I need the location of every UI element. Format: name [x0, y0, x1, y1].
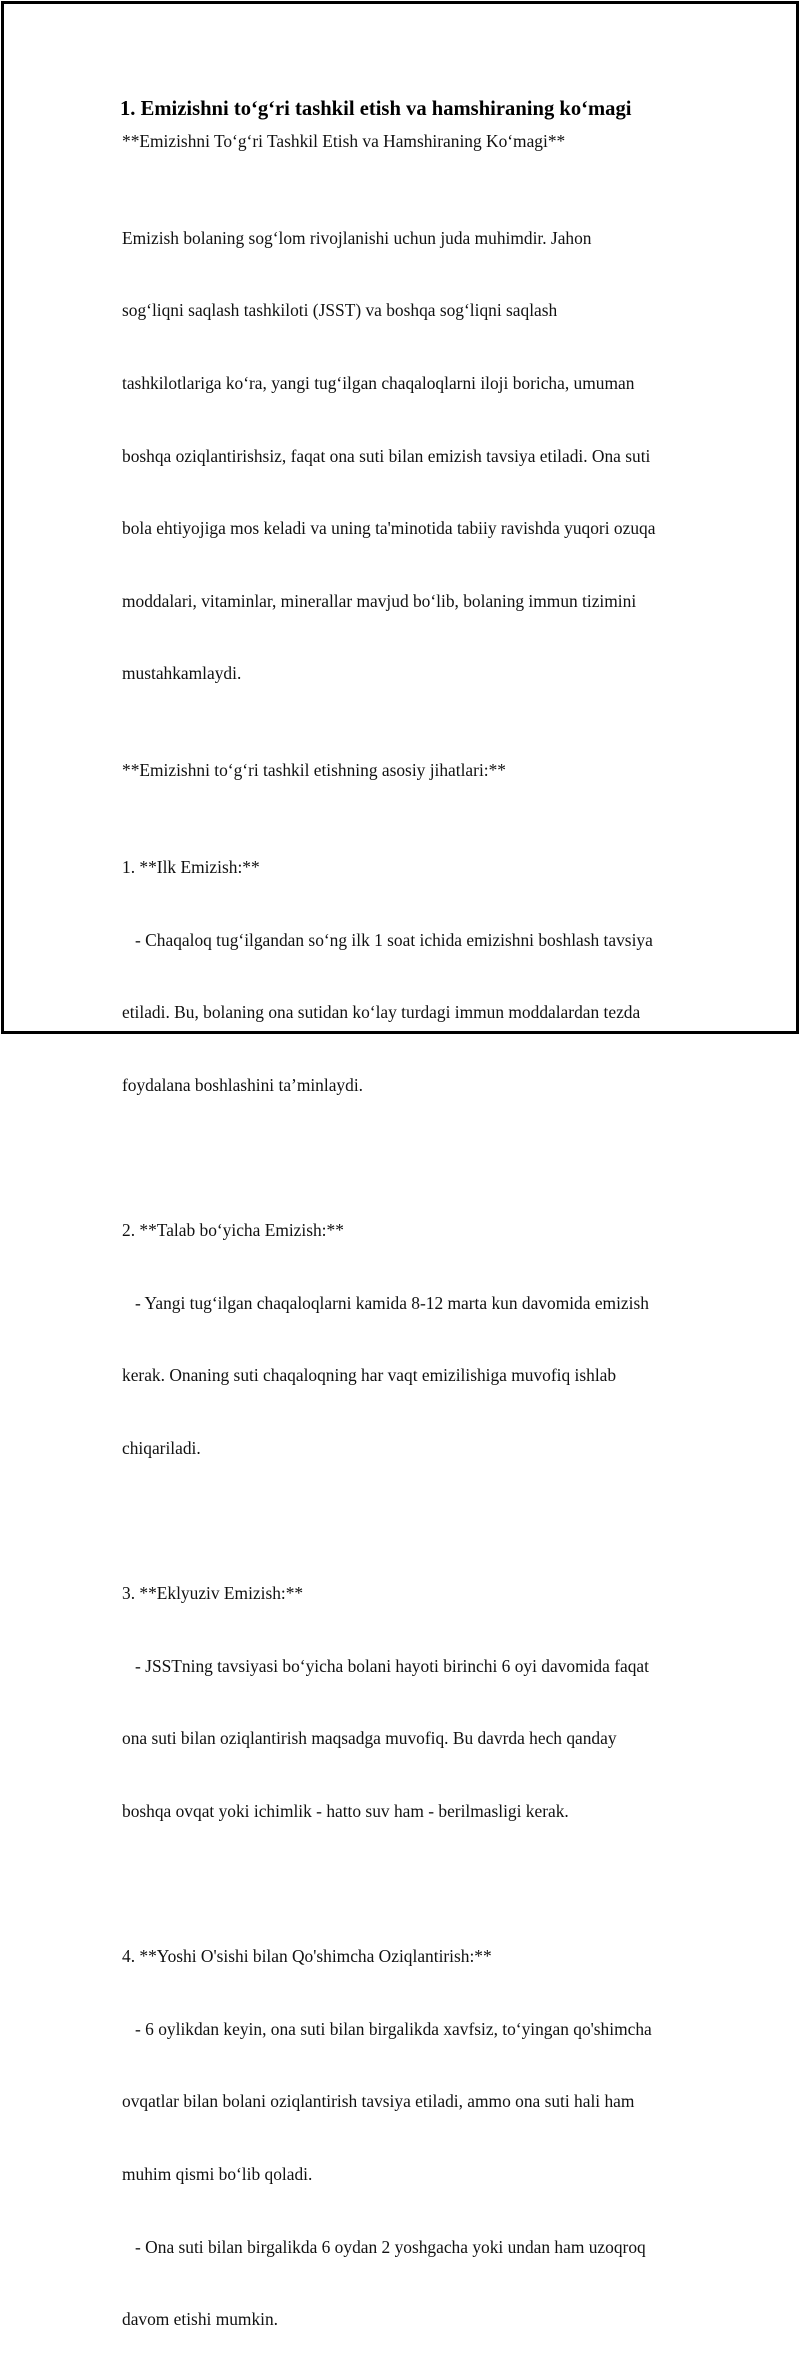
spacer — [118, 782, 698, 806]
section-line: ona suti bilan oziqlantirish maqsadga muvofiq. Bu davrda hech qanday — [122, 1728, 617, 1749]
document-subtitle: **Emizishni To‘g‘ri Tashkil Etish va Hamshiraning Ko‘magi** — [122, 131, 566, 151]
section-line: - Chaqaloq tug‘ilgandan so‘ng ilk 1 soat ichida emizishni boshlash tavsiya — [122, 929, 653, 950]
section-title: 3. **Eklyuziv Emizish:** — [122, 1583, 304, 1604]
intro-line: Emizish bolaning sog‘lom rivojlanishi uchun juda muhimdir. Jahon — [122, 227, 592, 248]
spacer — [118, 734, 698, 758]
intro-paragraph — [122, 177, 698, 734]
intro-line: bola ehtiyojiga mos keladi va uning ta'minotida tabiiy ravishda yuqori ozuqa — [122, 518, 656, 539]
spacer — [118, 1872, 698, 1896]
section-line: boshqa ovqat yoki ichimlik - hatto suv ham - berilmasligi kerak. — [122, 1800, 569, 1821]
spacer — [118, 153, 698, 177]
section-line: - Yangi tug‘ilgan chaqaloqlarni kamida 8-12 marta kun davomida emizish — [122, 1292, 649, 1313]
section-2 — [122, 1170, 698, 1509]
intro-line: sog‘liqni saqlash tashkiloti (JSST) va boshqa sog‘liqni saqlash — [122, 300, 558, 321]
section-line: foydalana boshlashini ta’minlaydi. — [122, 1074, 363, 1095]
section-line: chiqariladi. — [122, 1437, 201, 1458]
section-line: ovqatlar bilan bolani oziqlantirish tavsiya etiladi, ammo ona suti hali ham — [122, 2091, 635, 2112]
document-body — [118, 95, 698, 2380]
document-heading: 1. Emizishni to‘g‘ri tashkil etish va hamshiraning ko‘magi — [120, 98, 632, 120]
section-line: - Ona suti bilan birgalikda 6 oydan 2 yoshgacha yoki undan ham uzoqroq — [122, 2236, 646, 2257]
intro-line: tashkilotlariga ko‘ra, yangi tug‘ilgan chaqaloqlarni iloji boricha, umuman — [122, 373, 635, 394]
page-frame — [1, 1, 799, 2330]
section-line: davom etishi mumkin. — [122, 2309, 279, 2330]
spacer — [118, 1509, 698, 1533]
section-line: etiladi. Bu, bolaning ona sutidan ko‘lay turdagi immun moddalardan tezda — [122, 1002, 641, 1023]
section-title: 1. **Ilk Emizish:** — [122, 857, 260, 878]
section-line: - JSSTning tavsiyasi bo‘yicha bolani hayoti birinchi 6 oyi davomida faqat — [122, 1655, 649, 1676]
section-3 — [122, 1533, 698, 1872]
section-1 — [122, 807, 698, 1146]
intro-line: mustahkamlaydi. — [122, 663, 242, 684]
section-title: 2. **Talab bo‘yicha Emizish:** — [122, 1220, 344, 1241]
key-aspects-title: **Emizishni to‘g‘ri tashkil etishning asosiy jihatlari:** — [122, 760, 506, 781]
section-line: kerak. Onaning suti chaqaloqning har vaqt emizilishiga muvofiq ishlab — [122, 1365, 617, 1386]
section-4 — [122, 1896, 698, 2380]
section-line: - 6 oylikdan keyin, ona suti bilan birgalikda xavfsiz, to‘yingan qo'shimcha — [122, 2018, 652, 2039]
section-line: muhim qismi bo‘lib qoladi. — [122, 2163, 313, 2184]
section-title: 4. **Yoshi O'sishi bilan Qo'shimcha Oziqlantirish:** — [122, 1946, 492, 1967]
intro-line: boshqa oziqlantirishsiz, faqat ona suti bilan emizish tavsiya etiladi. Ona suti — [122, 445, 651, 466]
spacer — [118, 1145, 698, 1169]
intro-line: moddalari, vitaminlar, minerallar mavjud bo‘lib, bolaning immun tizimini — [122, 590, 637, 611]
